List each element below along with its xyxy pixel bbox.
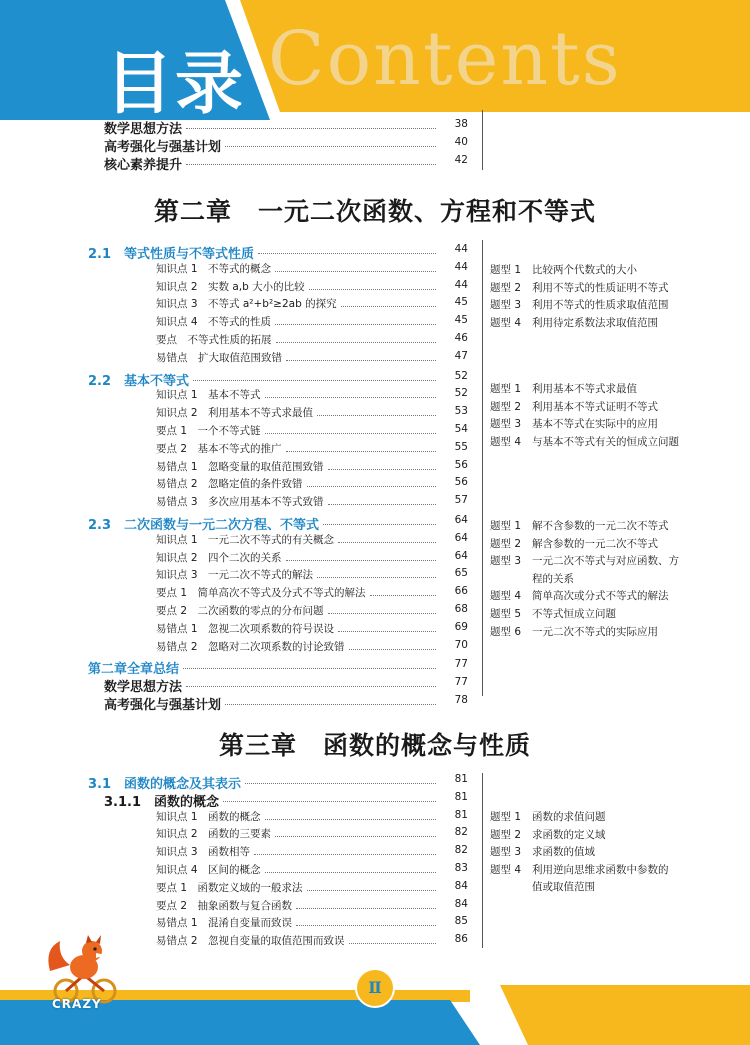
toc-leader-dots	[265, 872, 436, 873]
toc-entry-label: 知识点 2 四个二次的关系	[156, 551, 282, 564]
toc-leader-dots	[254, 854, 436, 855]
question-type-text: 利用基本不等式证明不等式	[532, 400, 658, 413]
toc-leader-dots	[275, 836, 436, 837]
question-type-label: 题型 2	[490, 828, 522, 841]
toc-entry-page: 77	[454, 658, 468, 671]
toc-entry-page: 81	[454, 790, 468, 803]
toc-entry-page: 77	[454, 676, 468, 689]
toc-entry-page: 52	[454, 369, 468, 382]
toc-leader-dots	[307, 890, 436, 891]
toc-leader-dots	[370, 595, 436, 596]
toc-entry-label: 知识点 4 区间的概念	[156, 864, 261, 876]
toc-leader-dots	[265, 433, 436, 434]
question-type-text: 利用待定系数法求取值范围	[532, 316, 658, 329]
toc-entry-label: 知识点 3 函数相等	[156, 846, 251, 859]
question-type-text: 基本不等式在实际中的应用	[532, 418, 658, 431]
question-type-text: 函数的求值问题	[532, 811, 606, 823]
toc-leader-dots	[286, 451, 436, 452]
toc-entry-page: 82	[454, 826, 468, 839]
question-type-text: 一元二次不等式与对应函数、方	[532, 555, 679, 568]
toc-entry-page: 57	[454, 494, 468, 507]
toc-leader-dots	[328, 613, 436, 614]
question-type-label: 题型 3	[490, 555, 522, 568]
question-type-label: 题型 1	[490, 383, 522, 395]
question-type-text: 利用不等式的性质求取值范围	[532, 299, 669, 312]
toc-leader-dots	[265, 397, 436, 398]
toc-entry-page: 82	[454, 844, 468, 857]
toc-entry-label: 要点 1 一个不等式链	[156, 425, 261, 437]
toc-entry-label: 易错点 2 忽略定值的条件致错	[156, 478, 303, 491]
question-type-label: 题型 2	[490, 281, 522, 294]
toc-leader-dots	[186, 686, 436, 687]
toc-leader-dots	[265, 819, 436, 820]
toc-entry-page: 64	[454, 531, 468, 544]
question-type-label: 题型 5	[490, 608, 522, 620]
toc-entry-label: 知识点 1 函数的概念	[156, 810, 261, 823]
question-type-label: 题型 2	[490, 400, 522, 413]
toc-entry-page: 53	[454, 405, 468, 418]
toc-entry-page: 44	[454, 243, 468, 255]
question-type-text: 求函数的定义域	[532, 828, 606, 841]
question-type-text: 求函数的值域	[532, 846, 595, 859]
question-type-text: 程的关系	[532, 572, 574, 585]
toc-entry-label: 核心素养提升	[104, 157, 183, 173]
toc-entry-page: 69	[454, 620, 468, 633]
question-type-text: 一元二次不等式的实际应用	[532, 625, 658, 638]
toc-entry-page: 78	[454, 694, 468, 706]
toc-entry-label: 知识点 3 不等式 a²+b²≥2ab 的探究	[156, 298, 337, 311]
toc-entry-page: 84	[454, 897, 468, 910]
toc-leader-dots	[186, 128, 436, 129]
toc-entry-page: 70	[454, 638, 468, 651]
mascot-label: CRAZY	[52, 997, 102, 1011]
toc-leader-dots	[245, 783, 436, 784]
toc-entry-page: 64	[454, 514, 468, 526]
toc-entry-label: 要点 不等式性质的拓展	[156, 334, 272, 346]
toc-leader-dots	[225, 146, 436, 147]
toc-entry-page: 64	[454, 549, 468, 562]
toc-entry-label: 易错点 3 多次应用基本不等式致错	[156, 496, 324, 509]
question-type-label: 题型 4	[490, 435, 522, 448]
toc-entry-label: 知识点 1 不等式的概念	[156, 262, 272, 275]
toc-leader-dots	[286, 360, 436, 361]
toc-entry-page: 55	[454, 440, 468, 453]
toc-leader-dots	[323, 524, 436, 525]
toc-leader-dots	[317, 415, 436, 416]
toc-entry-page: 46	[454, 332, 468, 344]
toc-entry-label: 数学思想方法	[104, 122, 183, 137]
toc-entry-page: 86	[454, 933, 468, 946]
toc-entry-label: 易错点 2 忽视自变量的取值范围而致误	[156, 935, 345, 948]
toc-entry-label: 易错点 1 忽视二次项系数的符号误设	[156, 622, 335, 635]
chapter-3-title: 第三章 函数的概念与性质	[218, 731, 531, 760]
toc-entry-page: 84	[454, 879, 468, 892]
question-type-label: 题型 1	[490, 264, 522, 276]
question-type-text: 比较两个代数式的大小	[532, 264, 637, 276]
toc-entry-label: 要点 1 简单高次不等式及分式不等式的解法	[156, 587, 366, 600]
toc-leader-dots	[349, 649, 436, 650]
toc-entry-page: 44	[454, 260, 468, 273]
toc-leader-dots	[183, 668, 436, 669]
toc-entry-label: 易错点 2 忽略对二次项系数的讨论致错	[156, 640, 345, 653]
divider-top	[482, 110, 483, 170]
toc-entry-page: 83	[454, 862, 468, 874]
toc-entry-page: 52	[454, 387, 468, 400]
toc-entry-label: 知识点 1 一元二次不等式的有关概念	[156, 533, 335, 546]
toc-entry-label: 易错点 扩大取值范围致错	[156, 351, 282, 364]
toc-entry-label: 知识点 2 函数的三要素	[156, 828, 272, 841]
toc-leader-dots	[275, 324, 436, 325]
toc-entry-label: 3.1 函数的概念及其表示	[88, 777, 242, 792]
toc-entry-label: 高考强化与强基计划	[104, 698, 222, 713]
toc-entry-page: 81	[454, 808, 468, 821]
toc-entry-label: 2.3 二次函数与一元二次方程、不等式	[88, 518, 320, 533]
toc-leader-dots	[349, 943, 436, 944]
toc-leader-dots	[186, 164, 436, 165]
toc-entry-page: 40	[454, 135, 468, 148]
toc-leader-dots	[193, 380, 436, 381]
toc-entry-page: 47	[454, 349, 468, 362]
toc-entry-label: 知识点 4 不等式的性质	[156, 316, 272, 329]
toc-leader-dots	[296, 925, 436, 926]
page-title: 目录	[105, 45, 246, 124]
toc-leader-dots	[338, 542, 436, 543]
toc-leader-dots	[341, 306, 436, 307]
page-number: Ⅱ	[355, 968, 395, 1008]
toc-entry-label: 知识点 1 基本不等式	[156, 389, 261, 402]
question-type-label: 题型 4	[490, 590, 522, 603]
toc-entry-label: 第二章全章总结	[88, 662, 180, 678]
question-type-label: 题型 3	[490, 846, 522, 859]
toc-entry-page: 81	[454, 773, 468, 785]
question-type-label: 题型 3	[490, 418, 522, 431]
toc-entry-page: 44	[454, 278, 468, 291]
toc-entry-label: 要点 1 函数定义域的一般求法	[156, 881, 303, 894]
question-type-text: 简单高次或分式不等式的解法	[532, 590, 669, 603]
toc-entry-label: 3.1.1 函数的概念	[104, 794, 220, 810]
chapter-2-title: 第二章 一元二次函数、方程和不等式	[153, 197, 596, 226]
toc-entry-page: 65	[454, 567, 468, 580]
toc-entry-page: 56	[454, 458, 468, 471]
toc-leader-dots	[309, 289, 436, 290]
question-type-label: 题型 4	[490, 316, 522, 329]
toc-entry-page: 68	[454, 603, 468, 615]
question-type-text: 与基本不等式有关的恒成立问题	[532, 435, 679, 448]
question-type-text: 利用不等式的性质证明不等式	[532, 281, 669, 294]
toc-leader-dots	[286, 560, 436, 561]
toc-entry-label: 知识点 2 利用基本不等式求最值	[156, 407, 314, 420]
header-subtitle: Contents	[268, 16, 622, 102]
toc-leader-dots	[223, 801, 436, 802]
toc-entry-page: 66	[454, 585, 468, 598]
toc-leader-dots	[276, 342, 437, 343]
toc-entry-page: 45	[454, 314, 468, 327]
footer-yellow-band	[500, 985, 750, 1045]
question-type-text: 值或取值范围	[532, 881, 595, 894]
toc-leader-dots	[296, 908, 436, 909]
question-type-label: 题型 2	[490, 537, 522, 550]
toc-entry-page: 45	[454, 296, 468, 309]
toc-leader-dots	[307, 486, 436, 487]
question-type-text: 利用基本不等式求最值	[532, 383, 637, 395]
question-type-label: 题型 1	[490, 520, 522, 532]
toc-entry-page: 56	[454, 476, 468, 489]
toc-entry-label: 2.2 基本不等式	[88, 373, 190, 389]
toc-leader-dots	[317, 577, 436, 578]
toc-leader-dots	[225, 704, 436, 705]
toc-entry-page: 38	[454, 118, 468, 130]
toc-entry-label: 知识点 3 一元二次不等式的解法	[156, 569, 314, 582]
toc-leader-dots	[328, 504, 436, 505]
question-type-text: 解含参数的一元二次不等式	[532, 537, 658, 550]
toc-entry-label: 要点 2 二次函数的零点的分布问题	[156, 605, 324, 617]
toc-entry-label: 数学思想方法	[104, 680, 183, 696]
divider-chapter3	[482, 773, 483, 948]
toc-entry-label: 高考强化与强基计划	[104, 139, 222, 155]
toc-leader-dots	[338, 631, 436, 632]
toc-leader-dots	[275, 271, 436, 272]
question-type-label: 题型 4	[490, 863, 522, 876]
question-type-label: 题型 1	[490, 811, 522, 823]
toc-entry-label: 易错点 1 忽略变量的取值范围致错	[156, 460, 324, 473]
toc-entry-label: 要点 2 基本不等式的推广	[156, 442, 282, 455]
toc-entry-label: 易错点 1 混淆自变量而致误	[156, 917, 293, 930]
question-type-text: 解不含参数的一元二次不等式	[532, 520, 669, 532]
toc-entry-page: 42	[454, 153, 468, 166]
question-type-text: 不等式恒成立问题	[532, 608, 616, 620]
divider-chapter2	[482, 240, 483, 696]
toc-leader-dots	[328, 469, 436, 470]
question-type-label: 题型 3	[490, 299, 522, 312]
toc-leader-dots	[258, 253, 436, 254]
toc-entry-label: 要点 2 抽象函数与复合函数	[156, 899, 293, 912]
toc-entry-page: 85	[454, 915, 468, 928]
fox-mascot-icon	[44, 935, 126, 1005]
toc-entry-label: 知识点 2 实数 a,b 大小的比较	[156, 280, 305, 293]
toc-entry-page: 54	[454, 423, 468, 435]
question-type-text: 利用逆向思维求函数中参数的	[532, 863, 669, 876]
question-type-label: 题型 6	[490, 625, 522, 638]
toc-entry-label: 2.1 等式性质与不等式性质	[88, 247, 255, 262]
